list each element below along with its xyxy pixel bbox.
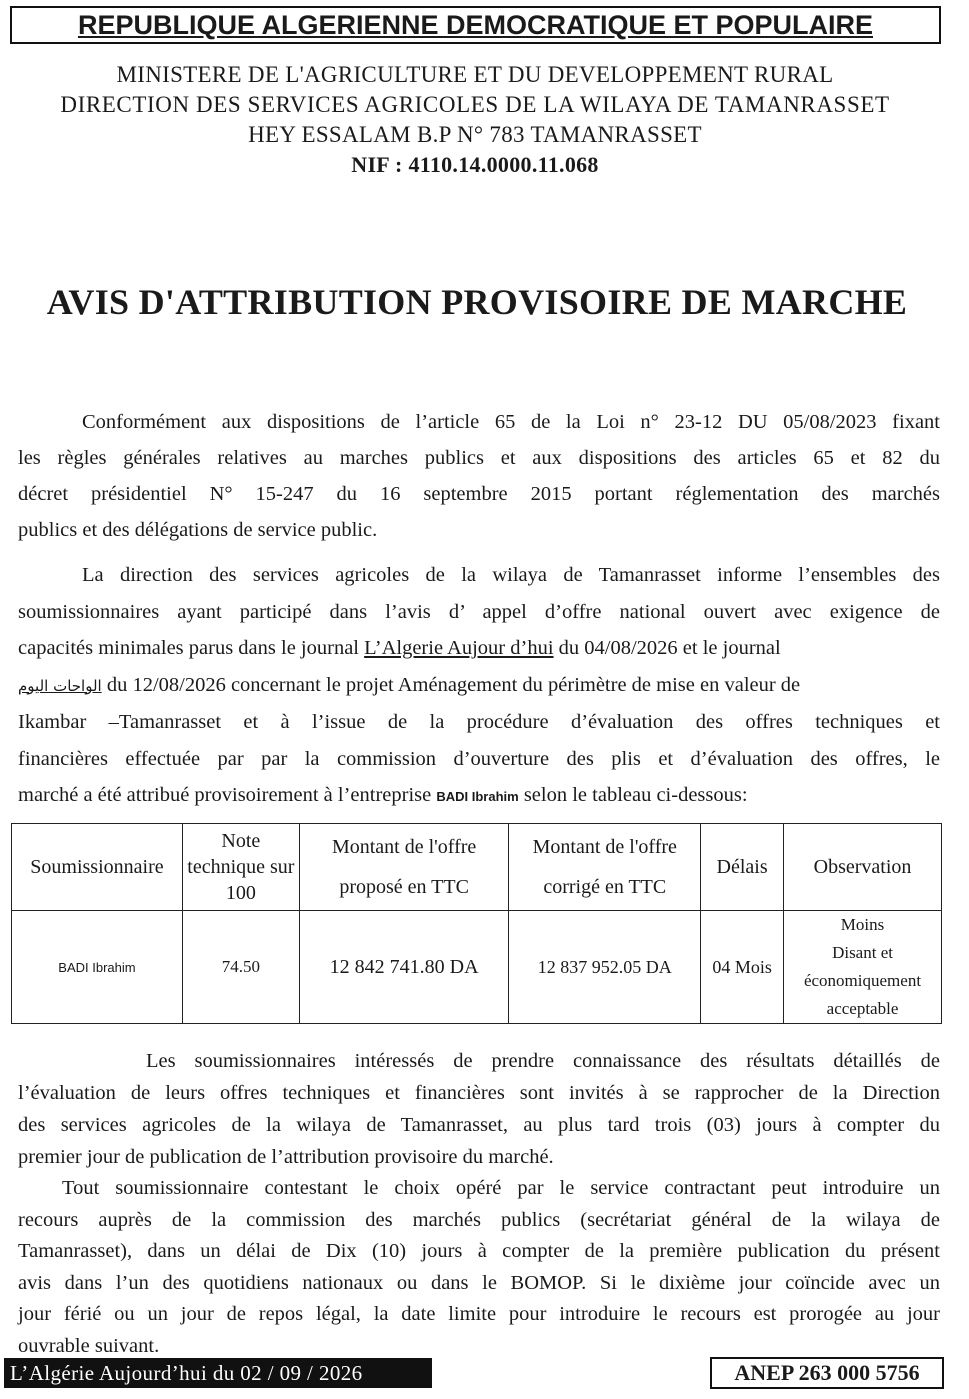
header-corrected-amount: Montant de l'offre corrigé en TTC <box>509 824 701 911</box>
paragraph-line <box>18 630 940 667</box>
paragraph-line: Les soumissionnaires intéressés de prendre connaissance des résultats détaillés de <box>146 1050 940 1072</box>
observation-line: Moins <box>840 915 885 934</box>
notice-title: AVIS D'ATTRIBUTION PROVISOIRE DE MARCHE <box>46 282 908 322</box>
paragraph-line: décret présidentiel N° 15-247 du 16 septembre 2015 portant réglementation des marchés <box>18 483 940 505</box>
cell-proposed-amount: 12 842 741.80 DA <box>299 911 509 1024</box>
paragraph-line: financières effectuée par par la commission d’ouverture des plis et d’évaluation des offres, le <box>18 747 940 770</box>
paragraph-line: Ikambar –Tamanrasset et à l’issue de la procédure d’évaluation des offres techniques et <box>18 711 940 733</box>
table-header-row <box>12 824 942 911</box>
text-segment: du 04/08/2026 et le journal <box>553 637 781 659</box>
paragraph-line: soumissionnaires ayant participé dans l’avis d’ appel d’offre national ouvert avec exigence de <box>18 600 940 623</box>
text-segment: du 12/08/2026 concernant le projet Aménagement du périmètre de mise en valeur de <box>101 673 801 696</box>
paragraph-line: Tamanrasset), dans un délai de Dix (10) jours à compter de la première publication du présent <box>18 1240 940 1262</box>
anep-reference: ANEP 263 000 5756 <box>710 1357 944 1389</box>
journal-name-arabic: الواحات اليوم <box>18 676 102 695</box>
text-segment: selon le tableau ci-dessous: <box>518 784 748 806</box>
company-name: BADI Ibrahim <box>436 789 519 804</box>
header-delay: Délais <box>701 824 784 911</box>
cell-delay: 04 Mois <box>701 911 784 1024</box>
republic-banner: REPUBLIQUE ALGERIENNE DEMOCRATIQUE ET POPULAIRE <box>10 6 941 44</box>
text-segment: capacités minimales parus dans le journal <box>18 637 365 659</box>
header-proposed-amount: Montant de l'offre proposé en TTC <box>299 824 509 911</box>
observation-line: Disant et <box>832 943 893 962</box>
paragraph-line: des services agricoles de la wilaya de Tamanrasset, au plus tard trois (03) jours à compter du <box>18 1114 940 1136</box>
paragraph-line <box>18 667 940 705</box>
cell-observation <box>784 911 942 1024</box>
direction-line: DIRECTION DES SERVICES AGRICOLES DE LA WILAYA DE TAMANRASSET <box>60 92 890 117</box>
information-paragraph <box>18 557 940 816</box>
paragraph-line: avis dans l’un des quotidiens nationaux ou dans le BOMOP. Si le dixième jour coïncide avec un <box>18 1271 940 1294</box>
header-bidder: Soumissionnaire <box>12 824 183 911</box>
paragraph-line: recours auprès de la commission des marchés publics (secrétariat général de la wilaya de <box>18 1208 940 1231</box>
cell-bidder: BADI Ibrahim <box>12 911 183 1024</box>
cell-corrected-amount: 12 837 952.05 DA <box>509 911 701 1024</box>
cell-score: 74.50 <box>182 911 299 1024</box>
table-row <box>12 911 942 1024</box>
results-paragraph <box>18 1045 940 1173</box>
observation-line: acceptable <box>826 999 899 1018</box>
ministry-line: MINISTERE DE L'AGRICULTURE ET DU DEVELOPPEMENT RURAL <box>116 62 834 87</box>
paragraph-line: l’évaluation de leurs offres techniques et financières sont invités à se rapprocher de la Direction <box>18 1082 940 1104</box>
paragraph-line: ouvrable suivant. <box>18 1334 160 1357</box>
paragraph-line: les règles générales relatives au marches publics et aux dispositions des articles 65 et 82 du <box>18 447 940 469</box>
nif-line: NIF : 4110.14.0000.11.068 <box>351 152 599 177</box>
header-observation: Observation <box>784 824 942 911</box>
paragraph-line: jour férié ou un jour de repos légal, la date limite pour introduire le recours est prorogée au jour <box>18 1303 940 1325</box>
text-segment: marché a été attribué provisoirement à l’entreprise <box>18 784 437 806</box>
paragraph-line: La direction des services agricoles de la wilaya de Tamanrasset informe l’ensembles des <box>82 564 940 586</box>
header-score: Note technique sur 100 <box>182 824 299 911</box>
journal-name: L’Algerie Aujour d’hui <box>364 637 554 659</box>
paragraph-line <box>18 777 940 816</box>
paragraph-line: premier jour de publication de l’attribution provisoire du marché. <box>18 1146 554 1168</box>
address-line: HEY ESSALAM B.P N° 783 TAMANRASSET <box>248 122 702 147</box>
publication-footer: L’Algérie Aujourd’hui du 02 / 09 / 2026 <box>4 1358 432 1388</box>
appeal-paragraph <box>18 1173 940 1362</box>
observation-line: économiquement <box>803 971 922 990</box>
paragraph-line: Conformément aux dispositions de l’article 65 de la Loi n° 23-12 DU 05/08/2023 fixant <box>82 411 940 433</box>
paragraph-line: publics et des délégations de service public. <box>18 519 378 541</box>
legal-basis-paragraph <box>18 404 940 548</box>
award-table <box>11 823 942 1024</box>
paragraph-line: Tout soumissionnaire contestant le choix opéré par le service contractant peut introduire un <box>62 1177 940 1199</box>
